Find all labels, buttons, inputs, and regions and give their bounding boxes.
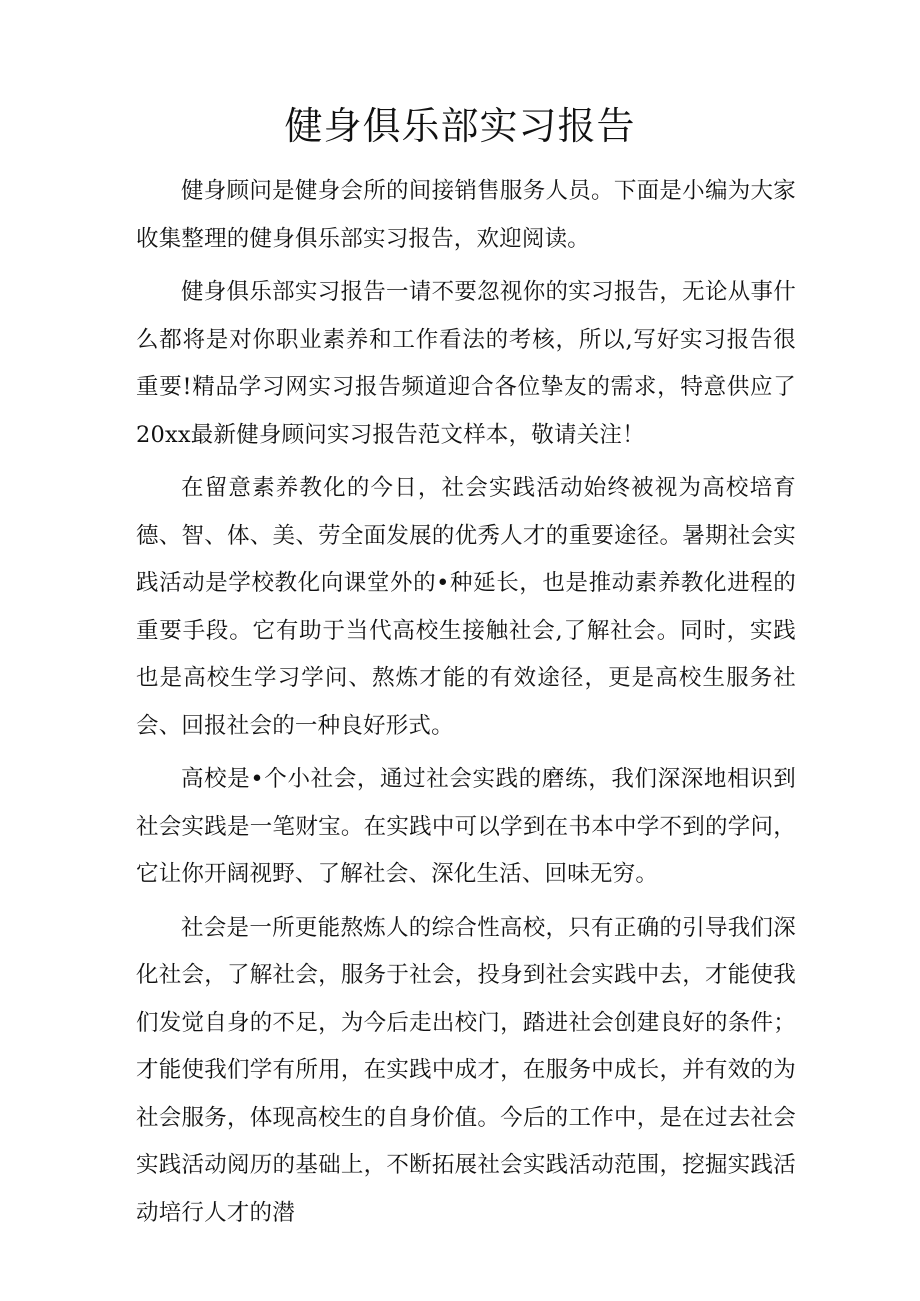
- paragraph-society-school: 社会是一所更能熬炼人的综合性高校，只有正确的引导我们深化社会，了解社会，服务于社会，投身到社会实践中去，才能使我们发觉自身的不足，为今后走出校门，踏进社会创建良好的条件；才能使我们学有所用，在实践中成才，在服务中成长，并有效的为社会服务，体现高校生的自身价值。今后的工作中，是在过去社会实践活动阅历的基础上，不断拓展社会实践活动范围，挖掘实践活动培行人才的潜: [136, 914, 796, 1226]
- document-body: [136, 168, 796, 1243]
- paragraph-social-practice: 在留意素养教化的今日，社会实践活动始终被视为高校培育德、智、体、美、劳全面发展的优秀人才的重要途径。暑期社会实践活动是学校教化向课堂外的•种延长，也是推动素养教化进程的重要手段。它有助于当代高校生接触社会,了解社会。同时，实践也是高校生学习学问、熬炼才能的有效途径，更是高校生服务社会、回报社会的一种良好形式。: [136, 475, 796, 739]
- document-title: 健身俱乐部实习报告: [284, 104, 636, 148]
- paragraph-intro: 健身顾问是健身会所的间接销售服务人员。下面是小编为大家收集整理的健身俱乐部实习报告，欢迎阅读。: [136, 178, 796, 252]
- paragraph-report-notice: 健身俱乐部实习报告一请不要忽视你的实习报告，无论从事什么都将是对你职业素养和工作看法的考核，所以,写好实习报告很重要!精品学习网实习报告频道迎合各位挚友的需求，特意供应了20xx最新健身顾问实习报告范文样本，敬请关注！: [136, 279, 796, 448]
- paragraph-university-society: 高校是•个小社会，通过社会实践的磨练，我们深深地相识到社会实践是一笔财宝。在实践中可以学到在书本中学不到的学问，它让你开阔视野、了解社会、深化生活、回味无穷。: [136, 766, 796, 887]
